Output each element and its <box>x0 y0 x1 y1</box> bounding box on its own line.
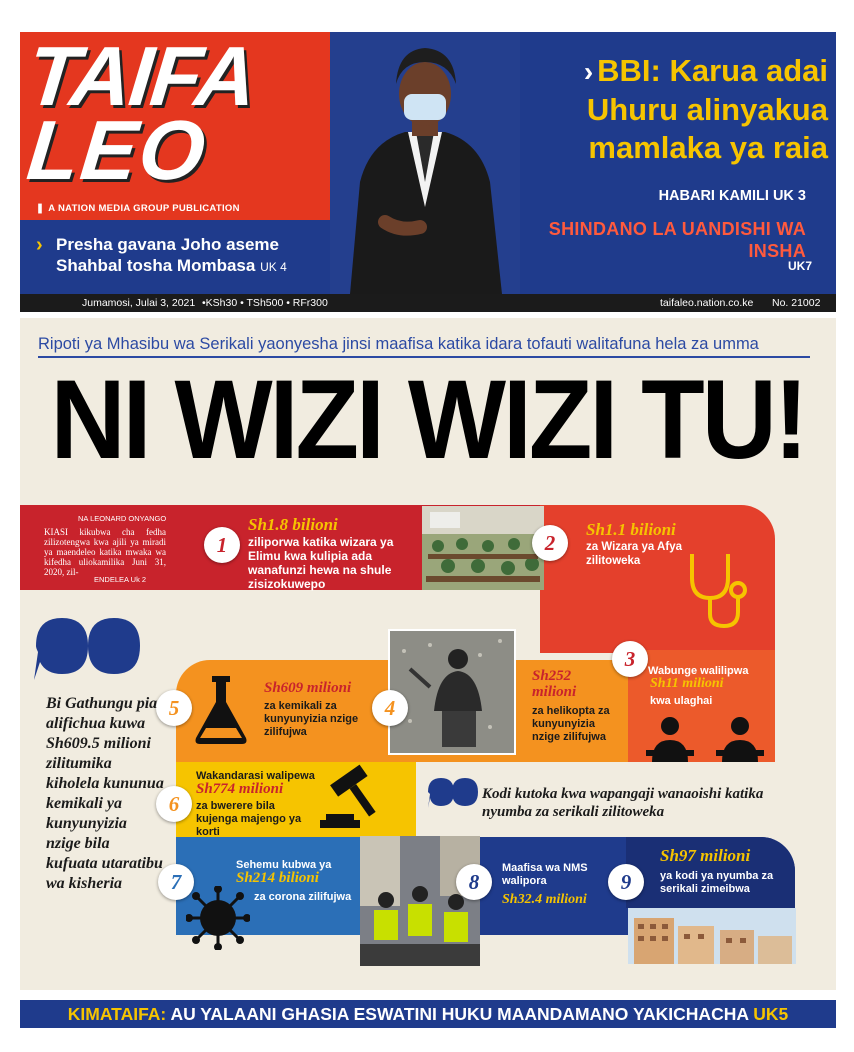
flask-icon <box>192 672 250 748</box>
item-desc-4: za helikopta za kunyunyizia nzige zilifujwa <box>532 705 610 743</box>
item-pre-3: Wabunge walilipwa <box>648 665 749 677</box>
item-number-2: 2 <box>532 525 568 561</box>
item-number-9: 9 <box>608 864 644 900</box>
item-pre-7: Sehemu kubwa ya <box>236 859 332 871</box>
gavel-icon <box>314 764 384 834</box>
locust-spraying-photo <box>388 629 516 755</box>
logo-taifa[interactable]: TAIFA <box>23 29 260 123</box>
top-story-text: BBI: Karua adai Uhuru alinyakua mamlaka ya raia <box>586 53 828 165</box>
contest-page: UK7 <box>788 259 813 273</box>
intro-paragraph: KIASI kikubwa cha fedha zilizotengwa kwa ajili ya miradi ya maendeleo katika mwaka wa kifedha uliokamilika Juni 31, 2020, zil- <box>44 527 166 577</box>
item-number-4: 4 <box>372 690 408 726</box>
lawyer-figure-image <box>330 32 520 294</box>
issue-date: Jumamosi, Julai 3, 2021 <box>82 297 196 309</box>
footer-page: UK5 <box>753 1004 789 1024</box>
top-story-ref: HABARI KAMILI UK 3 <box>658 188 806 204</box>
mps-icon <box>644 714 770 762</box>
pull-quote-gathungu: Bi Gathungu pia alifichua kuwa Sh609.5 milioni zilitumika kiholela kununua kemikali ya kunyunyizia nzige bila kufuata utaratibu wa kisheria <box>46 695 164 892</box>
item-number-7: 7 <box>158 864 194 900</box>
item-pre-8: Maafisa wa NMS walipora <box>502 862 588 887</box>
teaser-joho-text: Presha gavana Joho aseme Shahbal tosha Mombasa <box>56 235 280 275</box>
quote-mark-icon-small <box>428 778 478 808</box>
chevron-right-icon: › <box>36 234 43 256</box>
cover-prices: •KSh30 • TSh500 • RFr300 <box>202 297 328 309</box>
publisher-text: A NATION MEDIA GROUP PUBLICATION <box>48 203 240 214</box>
government-housing-photo <box>628 908 796 964</box>
main-headline: NI WIZI WIZI TU! <box>50 357 806 483</box>
cover-photo-karua <box>330 32 520 294</box>
footer-text: AU YALAANI GHASIA ESWATINI HUKU MAANDAMANO YAKICHACHA <box>170 1004 749 1024</box>
item-amount-7: Sh214 bilioni <box>236 870 319 886</box>
item-number-5: 5 <box>156 690 192 726</box>
item-desc-7: za corona zilifujwa <box>254 891 352 903</box>
item-number-1: 1 <box>204 527 240 563</box>
item-amount-1: Sh1.8 bilioni <box>248 515 338 534</box>
footer-teaser[interactable] <box>20 1000 836 1028</box>
footer-label: KIMATAIFA: <box>67 1004 167 1024</box>
website-link[interactable]: taifaleo.nation.co.ke <box>660 297 754 309</box>
stethoscope-icon <box>686 550 748 630</box>
classroom-image <box>422 506 544 590</box>
nms-officers-photo <box>360 836 480 966</box>
contest-teaser[interactable]: SHINDANO LA UANDISHI WA INSHA <box>548 219 806 261</box>
item-desc-5: za kemikali za kunyunyizia nzige zilifujwa <box>264 700 359 738</box>
item-amount-6: Sh774 milioni <box>196 781 284 797</box>
dateline-bar <box>20 294 836 312</box>
nms-officers-image <box>360 836 480 966</box>
publisher-line <box>36 203 240 214</box>
quote-mark-icon <box>34 618 142 680</box>
item-desc-2: za Wizara ya Afya zilitoweka <box>586 541 682 567</box>
item-number-3: 3 <box>612 641 648 677</box>
teaser-joho-page: UK 4 <box>260 260 287 274</box>
item-desc-1: ziliporwa katika wizara ya Elimu kwa kulipia ada wanafunzi hewa na shule zisizokuwepo <box>248 535 394 591</box>
locust-spraying-image <box>390 631 514 753</box>
item-amount-4: Sh252 milioni <box>532 668 577 700</box>
item-desc-3: kwa ulaghai <box>650 695 713 707</box>
coronavirus-icon <box>186 886 250 950</box>
item-amount-9: Sh97 milioni <box>660 846 751 865</box>
item-desc-6: za bwerere bila kujenga majengo ya korti <box>196 800 302 838</box>
top-story-headline[interactable] <box>528 52 828 167</box>
kicker: Ripoti ya Mhasibu wa Serikali yaonyesha jinsi maafisa katika idara tofauti walitafuna hela za umma <box>38 335 810 358</box>
issue-number: No. 21002 <box>772 297 821 309</box>
item-number-8: 8 <box>456 864 492 900</box>
item-amount-3: Sh11 milioni <box>650 676 724 691</box>
item-pre-6: Wakandarasi walipewa <box>196 770 315 782</box>
pull-quote-kodi: Kodi kutoka kwa wapangaji wanaoishi katika nyumba za serikali zilitoweka <box>482 786 764 820</box>
item-amount-5: Sh609 milioni <box>264 680 352 696</box>
item-amount-8: Sh32.4 milioni <box>502 892 587 907</box>
item-desc-9: ya kodi ya nyumba za serikali zimeibwa <box>660 870 774 895</box>
logo-leo[interactable]: LEO <box>23 103 212 197</box>
housing-image <box>628 908 796 964</box>
byline: NA LEONARD ONYANGO <box>78 514 167 523</box>
chevron-right-icon: › <box>583 56 594 87</box>
classroom-photo <box>422 506 544 590</box>
item-amount-2: Sh1.1 bilioni <box>586 520 676 539</box>
continued-link[interactable]: ENDELEA Uk 2 <box>94 575 147 584</box>
item-number-6: 6 <box>156 786 192 822</box>
nation-logo-icon: ❚ <box>36 203 45 214</box>
